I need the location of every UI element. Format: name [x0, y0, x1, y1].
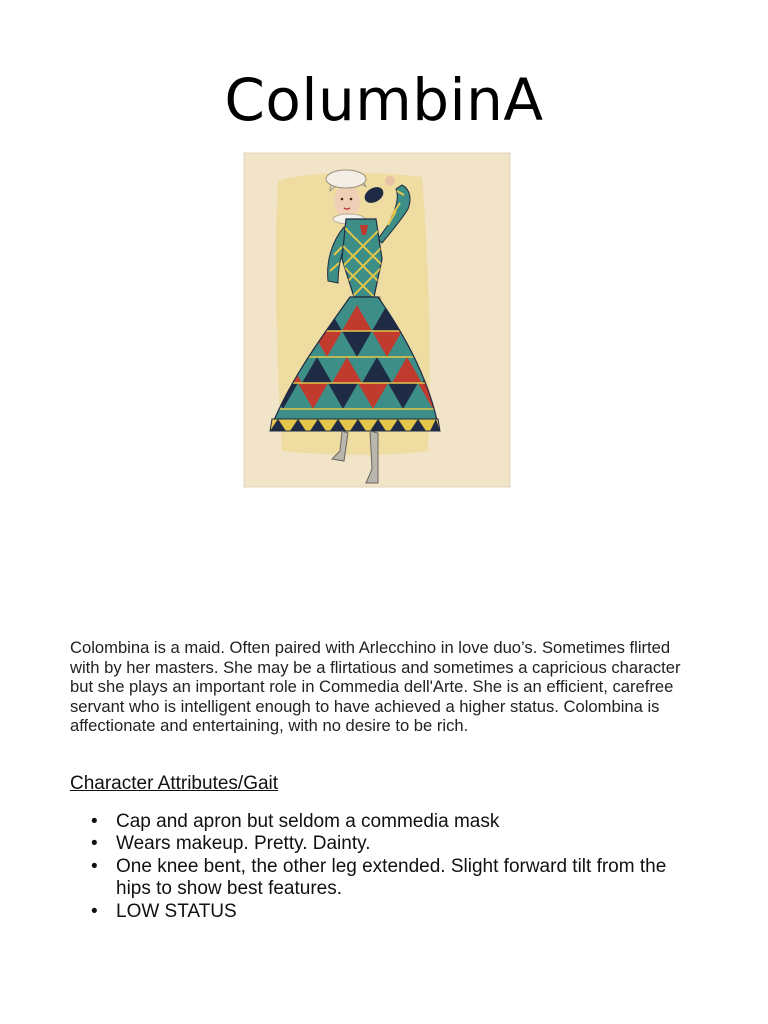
list-item-text: LOW STATUS: [116, 900, 237, 922]
list-item-text: Wears makeup. Pretty. Dainty.: [116, 833, 371, 855]
bullet-icon: •: [91, 855, 98, 877]
bullet-icon: •: [91, 811, 98, 832]
list-item: [70, 811, 700, 833]
list-item-text: Cap and apron but seldom a commedia mask: [116, 811, 500, 832]
list-item: [70, 833, 700, 855]
colombina-illustration: [242, 151, 512, 491]
character-description: Colombina is a maid. Often paired with Arlecchino in love duo’s. Sometimes flirted with by her masters. She may be a flirtatious and sometimes a capricious character but she plays an important role in Commedia dell'Arte. She is an efficient, carefree servant who is intelligent enough to have achieved a higher status. Colombina is affectionate and entertaining, with no desire to be rich.: [70, 638, 681, 736]
list-item-text: One knee bent, the other leg extended. Slight forward tilt from the hips to show best features.: [116, 855, 667, 900]
bullet-icon: •: [91, 900, 98, 922]
list-item: [70, 856, 700, 901]
attributes-list: [70, 811, 700, 923]
bullet-icon: •: [91, 833, 98, 855]
list-item: [70, 901, 700, 923]
document-title: ColumbinA: [224, 66, 544, 134]
attributes-heading: Character Attributes/Gait: [70, 773, 279, 794]
